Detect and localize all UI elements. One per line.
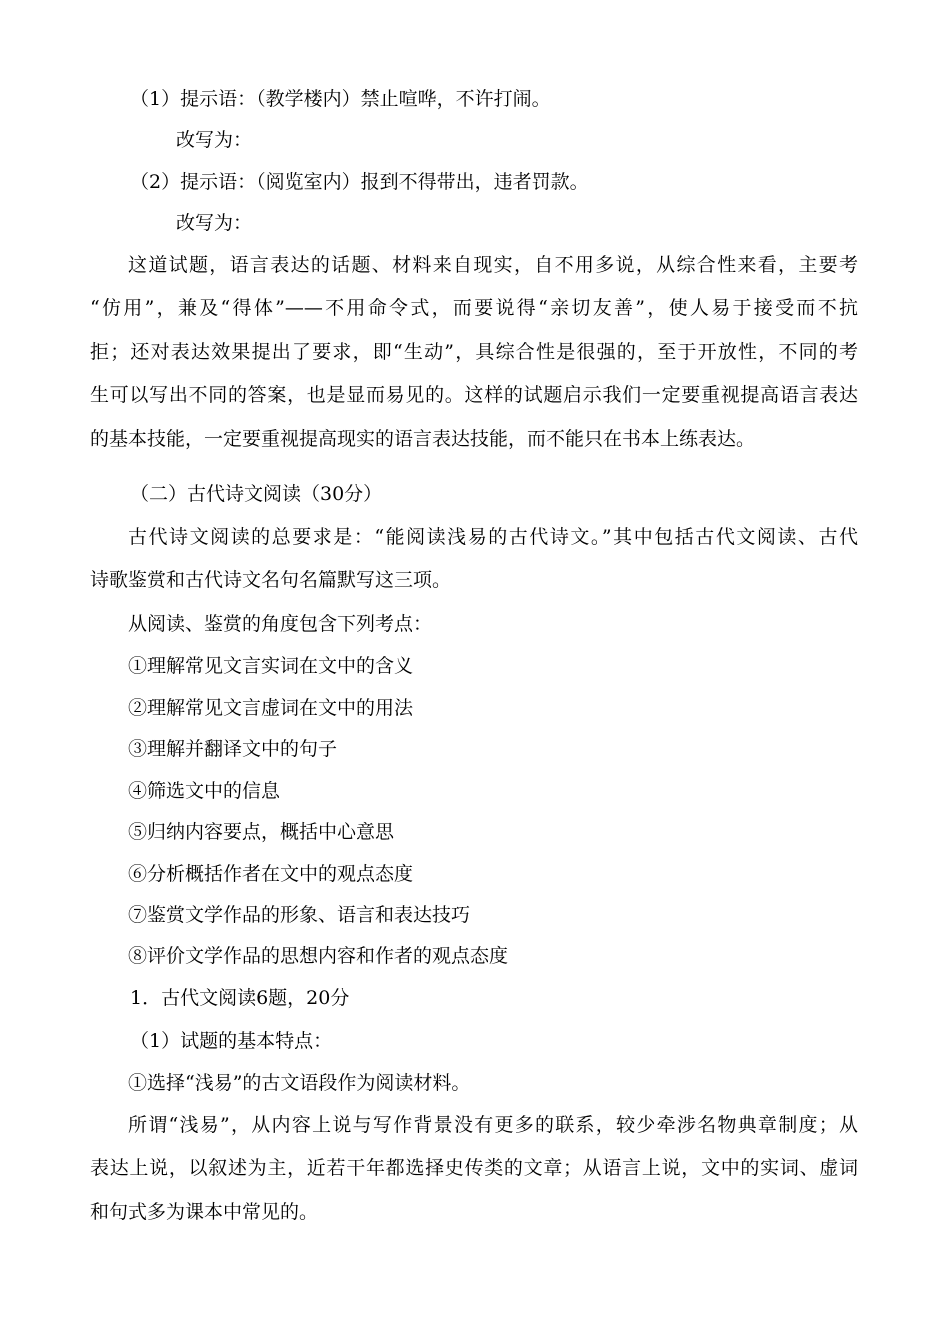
section-heading: （二）古代诗文阅读（30分）: [130, 483, 383, 505]
rewrite-label-2: 改写为：: [176, 212, 253, 234]
paragraph-line: 拒；还对表达效果提出了要求，即“生动”，具综合性是很强的，至于开放性，不同的考: [90, 341, 858, 363]
paragraph-line: 诗歌鉴赏和古代诗文名句名篇默写这三项。: [90, 569, 452, 591]
list-item: ⑥分析概括作者在文中的观点态度: [128, 863, 414, 885]
prompt-item-2: （2）提示语：（阅览室内）报到不得带出，违者罚款。: [130, 171, 589, 193]
subsection-heading: （1）试题的基本特点：: [130, 1030, 333, 1052]
list-item: ⑤归纳内容要点，概括中心意思: [128, 821, 395, 843]
list-item: ②理解常见文言虚词在文中的用法: [128, 697, 414, 719]
paragraph-line: 从阅读、鉴赏的角度包含下列考点：: [128, 613, 433, 635]
prompt-item-1: （1）提示语：（教学楼内）禁止喧哗，不许打闹。: [130, 88, 551, 110]
paragraph-line: “仿用”，兼及“得体”——不用命令式，而要说得“亲切友善”，使人易于接受而不抗: [90, 297, 858, 319]
paragraph-line: 生可以写出不同的答案，也是显而易见的。这样的试题启示我们一定要重视提高语言表达: [90, 384, 858, 406]
paragraph-line: 古代诗文阅读的总要求是：“能阅读浅易的古代诗文。”其中包括古代文阅读、古代: [128, 526, 858, 548]
rewrite-label-1: 改写为：: [176, 129, 253, 151]
list-item: ①选择“浅易”的古文语段作为阅读材料。: [128, 1072, 471, 1094]
list-item: ⑧评价文学作品的思想内容和作者的观点态度: [128, 945, 509, 967]
paragraph-line: 所谓“浅易”，从内容上说与写作背景没有更多的联系，较少牵涉名物典章制度；从: [128, 1114, 858, 1136]
list-item: ④筛选文中的信息: [128, 780, 281, 802]
subsection-heading: 1．古代文阅读6题，20分: [130, 987, 350, 1009]
paragraph-line: 表达上说，以叙述为主，近若干年都选择史传类的文章；从语言上说，文中的实词、虚词: [90, 1157, 858, 1179]
paragraph-line: 这道试题，语言表达的话题、材料来自现实，自不用多说，从综合性来看，主要考: [128, 254, 858, 276]
list-item: ①理解常见文言实词在文中的含义: [128, 655, 414, 677]
list-item: ③理解并翻译文中的句子: [128, 738, 338, 760]
paragraph-line: 和句式多为课本中常见的。: [90, 1201, 319, 1223]
paragraph-line: 的基本技能，一定要重视提高现实的语言表达技能，而不能只在书本上练表达。: [90, 428, 756, 450]
list-item: ⑦鉴赏文学作品的形象、语言和表达技巧: [128, 904, 471, 926]
